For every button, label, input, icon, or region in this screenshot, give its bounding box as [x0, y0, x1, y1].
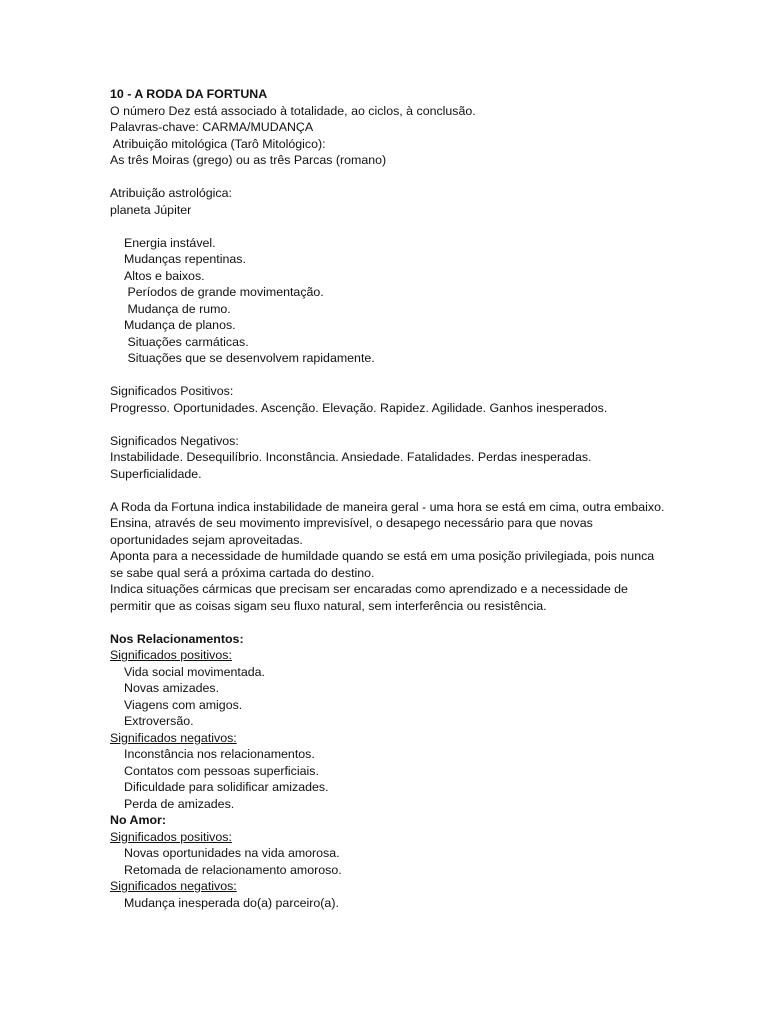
- list-item: Retomada de relacionamento amoroso.: [124, 862, 342, 877]
- intro-line: O número Dez está associado à totalidade, ao ciclos, à conclusão.: [110, 103, 476, 118]
- trait-item: Períodos de grande movimentação.: [124, 285, 324, 299]
- love-negative-label: Significados negativos:: [110, 879, 237, 893]
- list-item: Extroversão.: [124, 714, 194, 728]
- document-title: 10 - A RODA DA FORTUNA: [110, 87, 268, 101]
- relationships-negative-label: Significados negativos:: [110, 730, 237, 745]
- trait-item: Energia instável.: [124, 235, 216, 250]
- list-item: Novas amizades.: [124, 681, 220, 695]
- list-item: Dificuldade para solidificar amizades.: [124, 780, 329, 794]
- intro-line: Atribuição mitológica (Tarô Mitológico):: [110, 136, 326, 151]
- intro-line: Palavras-chave: CARMA/MUDANÇA: [110, 120, 314, 134]
- relationships-heading: Nos Relacionamentos:: [110, 631, 244, 646]
- astro-value: planeta Júpiter: [110, 202, 192, 217]
- description-paragraph: Indica situações cármicas que precisam ser encaradas como aprendizado e a necessidade de permitir que as coisas sigam seu fluxo natural, sem interferência ou resistência.: [110, 582, 628, 613]
- document-page: [110, 86, 670, 911]
- negative-text: Instabilidade. Desequilíbrio. Inconstância. Ansiedade. Fatalidades. Perdas inesperadas. Superficialidade.: [110, 450, 592, 481]
- list-item: Vida social movimentada.: [124, 664, 265, 679]
- trait-item: Situações carmáticas.: [124, 334, 249, 349]
- spacer: [110, 416, 670, 433]
- spacer: [110, 169, 670, 186]
- spacer: [110, 614, 670, 631]
- positive-label: Significados Positivos:: [110, 384, 234, 398]
- trait-item: Mudança de rumo.: [124, 301, 231, 316]
- trait-item: Mudança de planos.: [124, 318, 236, 332]
- spacer: [110, 218, 670, 235]
- love-heading: No Amor:: [110, 813, 166, 827]
- description-paragraph: Ensina, através de seu movimento imprevisível, o desapego necessário para que novas oportunidades sejam aproveitadas.: [110, 516, 593, 547]
- positive-text: Progresso. Oportunidades. Ascenção. Elevação. Rapidez. Agilidade. Ganhos inesperados.: [110, 400, 608, 415]
- list-item: Viagens com amigos.: [124, 697, 243, 712]
- trait-item: Altos e baixos.: [124, 268, 205, 283]
- list-item: Inconstância nos relacionamentos.: [124, 747, 315, 761]
- list-item: Mudança inesperada do(a) parceiro(a).: [124, 895, 339, 910]
- description-paragraph: Aponta para a necessidade de humildade quando se está em uma posição privilegiada, pois nunca se sabe qual será a próxima cartada do destino.: [110, 549, 655, 580]
- relationships-positive-label: Significados positivos:: [110, 648, 232, 662]
- trait-item: Mudanças repentinas.: [124, 252, 246, 266]
- love-positive-label: Significados positivos:: [110, 829, 232, 844]
- spacer: [110, 482, 670, 499]
- list-item: Perda de amizades.: [124, 796, 235, 811]
- intro-line: As três Moiras (grego) ou as três Parcas (romano): [110, 153, 387, 167]
- description-paragraph: A Roda da Fortuna indica instabilidade de maneira geral - uma hora se está em cima, outra embaixo.: [110, 499, 665, 514]
- negative-label: Significados Negativos:: [110, 433, 239, 448]
- list-item: Novas oportunidades na vida amorosa.: [124, 846, 340, 860]
- spacer: [110, 367, 670, 384]
- list-item: Contatos com pessoas superficiais.: [124, 763, 319, 778]
- trait-item: Situações que se desenvolvem rapidamente.: [124, 351, 375, 365]
- astro-label: Atribuição astrológica:: [110, 186, 232, 200]
